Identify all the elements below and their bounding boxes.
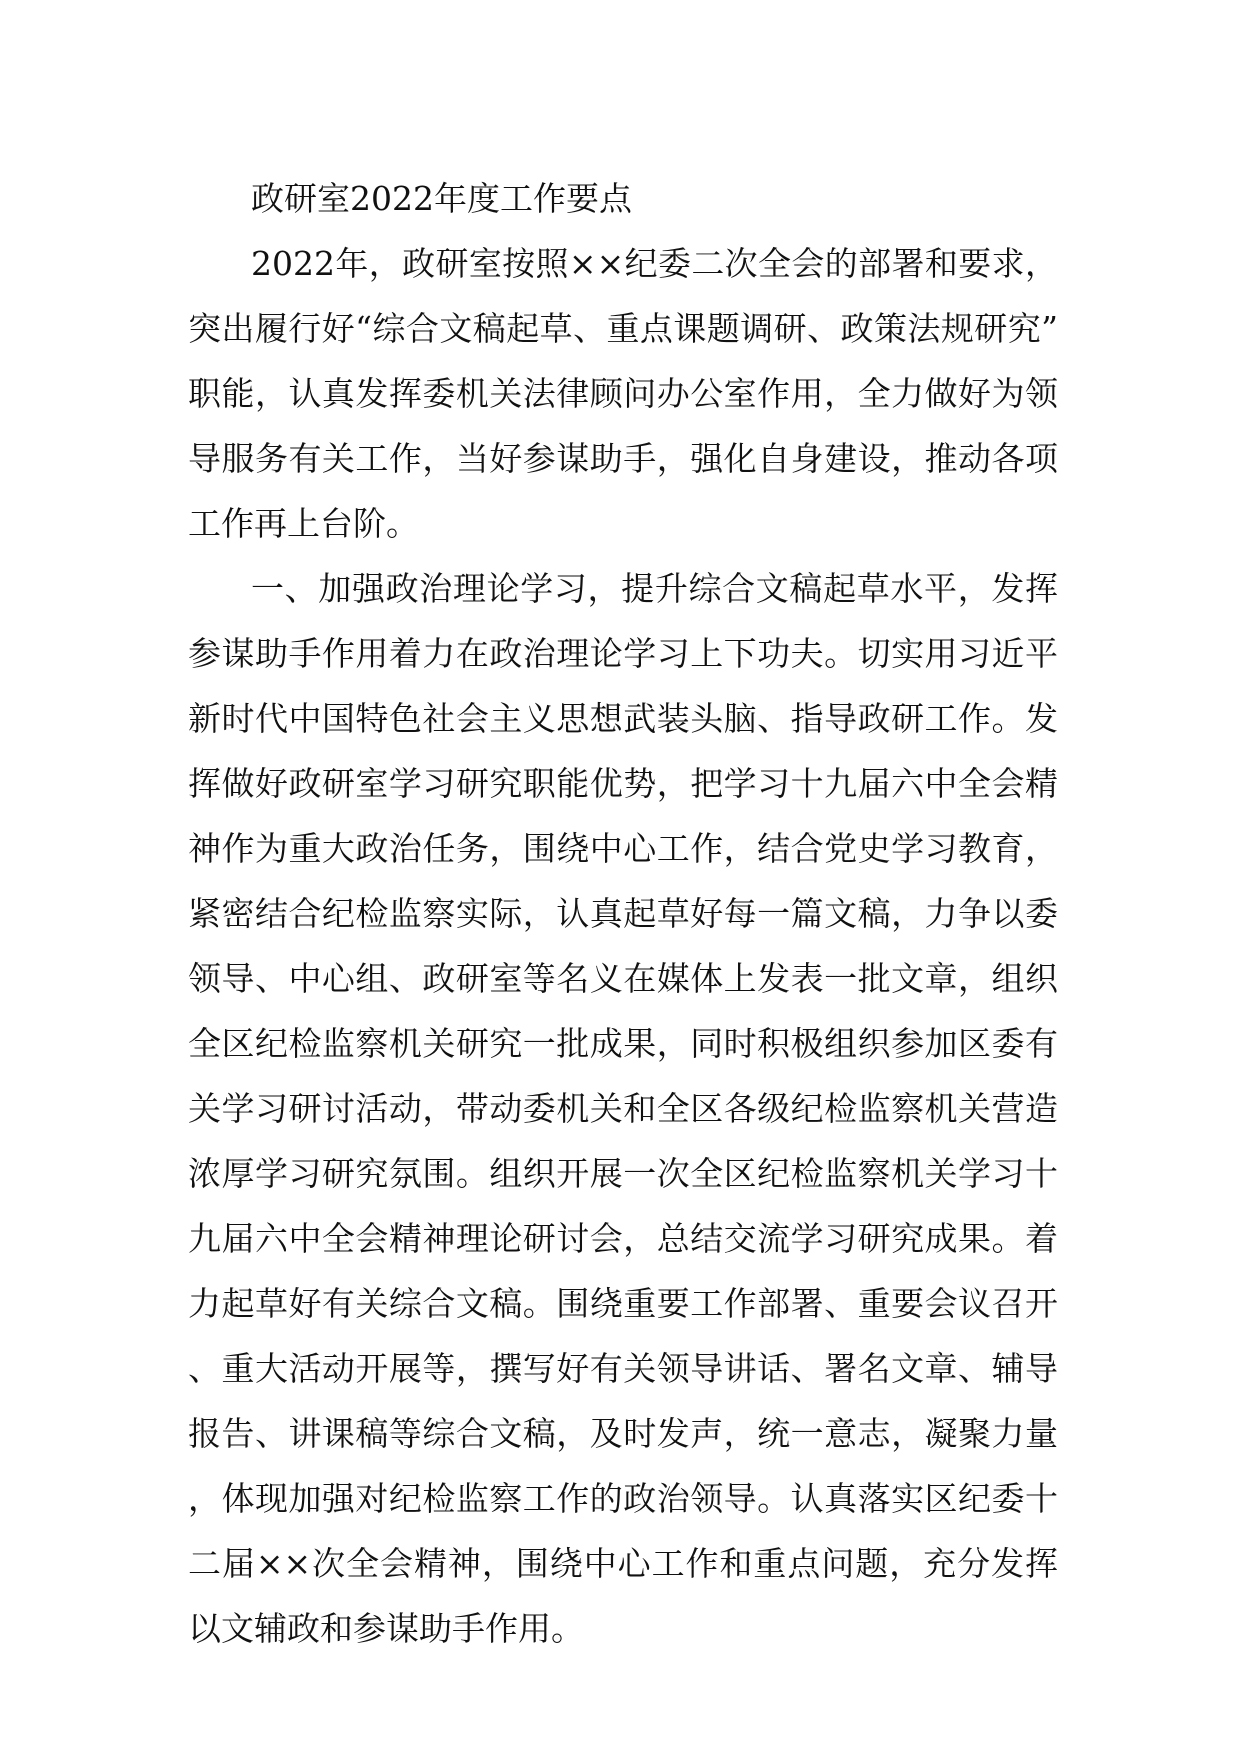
intro-paragraph: 2022年，政研室按照××纪委二次全会的部署和要求，突出履行好“综合文稿起草、重点课题调研、政策法规研究”职能，认真发挥委机关法律顾问办公室作用，全力做好为领导服务有关工作，当好参谋助手，强化自身建设，推动各项工作再上台阶。 <box>188 244 1058 543</box>
document-body <box>188 166 1058 1661</box>
section-one-paragraph: 一、加强政治理论学习，提升综合文稿起草水平，发挥参谋助手作用着力在政治理论学习上下功夫。切实用习近平新时代中国特色社会主义思想武装头脑、指导政研工作。发挥做好政研室学习研究职能优势，把学习十九届六中全会精神作为重大政治任务，围绕中心工作，结合党史学习教育，紧密结合纪检监察实际，认真起草好每一篇文稿，力争以委领导、中心组、政研室等名义在媒体上发表一批文章，组织全区纪检监察机关研究一批成果，同时积极组织参加区委有关学习研讨活动，带动委机关和全区各级纪检监察机关营造浓厚学习研究氛围。组织开展一次全区纪检监察机关学习十九届六中全会精神理论研讨会，总结交流学习研究成果。着力起草好有关综合文稿。围绕重要工作部署、重要会议召开、重大活动开展等，撰写好有关领导讲话、署名文章、辅导报告、讲课稿等综合文稿，及时发声，统一意志，凝聚力量，体现加强对纪检监察工作的政治领导。认真落实区纪委十二届××次全会精神，围绕中心工作和重点问题，充分发挥以文辅政和参谋助手作用。 <box>188 569 1058 1648</box>
document-title: 政研室2022年度工作要点 <box>251 179 632 218</box>
